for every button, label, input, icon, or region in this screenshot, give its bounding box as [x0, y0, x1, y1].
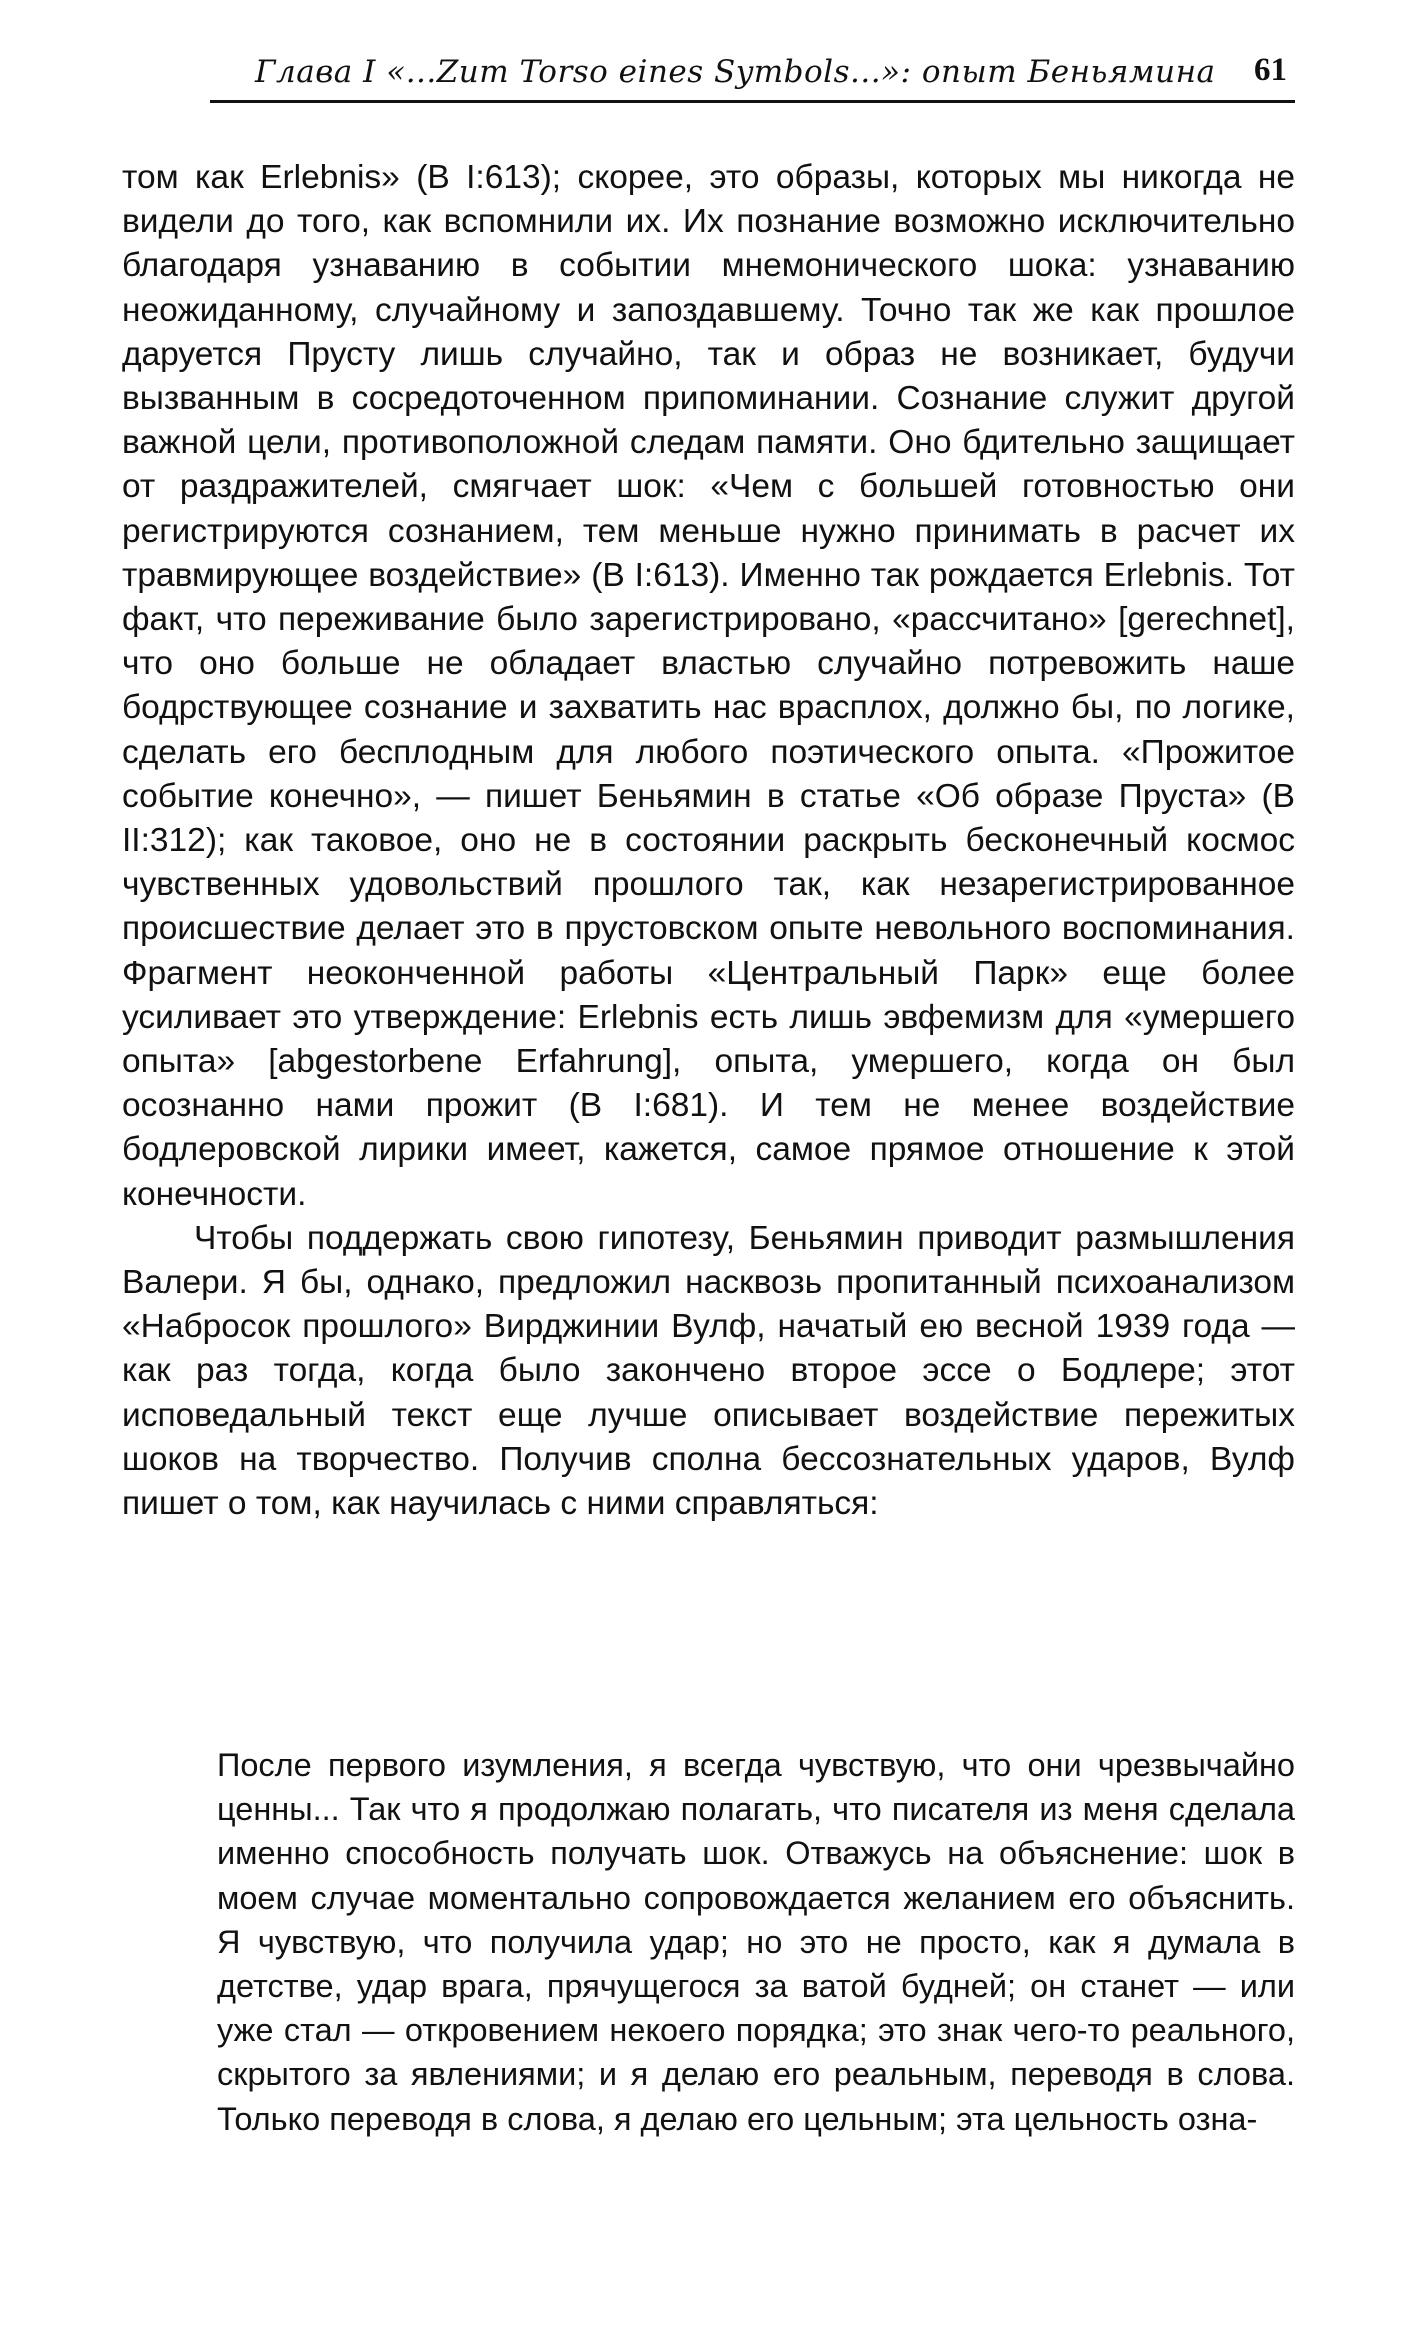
main-text	[122, 156, 1295, 1526]
paragraph-2: Чтобы поддержать свою гипотезу, Беньямин приводит размышления Валери. Я бы, однако, предложил насквозь пропитанный психоанализом «Набросок прошлого» Вирджинии Вулф, начатый ею весной 1939 года — как раз тогда, когда было закончено второе эссе о Бодлере; этот исповедальный текст еще лучше описывает воздействие пережитых шоков на творчество. Получив сполна бессознательных ударов, Вулф пишет о том, как научилась с ними справляться:	[122, 1219, 1295, 1523]
page-number: 61	[1254, 52, 1287, 88]
quote-text: После первого изумления, я всегда чувствую, что они чрезвычайно ценны... Так что я продолжаю полагать, что писателя из меня сделала именно способность получать шок. Отважусь на объяснение: шок в моем случае моментально сопровождается желанием его объяснить. Я чувствую, что получила удар; но это не просто, как я думала в детстве, удар врага, прячущегося за ватой будней; он станет — или уже стал — откровением некоего порядка; это знак чего-то реального, скрытого за явлениями; и я делаю его реальным, переводя в слова. Только переводя в слова, я делаю его цельным; эта цельность озна-	[217, 1747, 1295, 2137]
block-quote	[217, 1743, 1295, 2141]
running-header	[210, 50, 1295, 103]
paragraph-1: том как Erlebnis» (B I:613); скорее, это образы, которых мы никогда не видели до того, как вспомнили их. Их познание возможно исключительно благодаря узнаванию в событии мнемонического шока: узнаванию неожиданному, случайному и запоздавшему. Точно так же как прошлое даруется Прусту лишь случайно, так и образ не возникает, будучи вызванным в сосредоточенном припоминании. Сознание служит другой важной цели, противоположной следам памяти. Оно бдительно защищает от раздражителей, смягчает шок: «Чем с большей готовностью они регистрируются сознанием, тем меньше нужно принимать в расчет их травмирующее воздействие» (B I:613). Именно так рождается Erlebnis. Тот факт, что переживание было зарегистрировано, «рассчитано» [gerechnet], что оно больше не обладает властью случайно потревожить наше бодрствующее сознание и захватить нас врасплох, должно бы, по логике, сделать его бесплодным для любого поэтического опыта. «Прожитое событие конечно», — пишет Беньямин в статье «Об образе Пруста» (B II:312); как таковое, оно не в состоянии раскрыть бесконечный космос чувственных удовольствий прошлого так, как незарегистрированное происшествие делает это в прустовском опыте невольного воспоминания. Фрагмент неоконченной работы «Центральный Парк» еще более усиливает это утверждение: Erlebnis есть лишь эвфемизм для «умершего опыта» [abgestorbene Erfahrung], опыта, умершего, когда он был осознанно нами прожит (B I:681). И тем не менее воздействие бодлеровской лирики имеет, кажется, самое прямое отношение к этой конечности.	[122, 159, 1295, 1213]
chapter-title: Глава I «...Zum Torso eines Symbols...»: опыт Беньямина	[255, 54, 1216, 90]
